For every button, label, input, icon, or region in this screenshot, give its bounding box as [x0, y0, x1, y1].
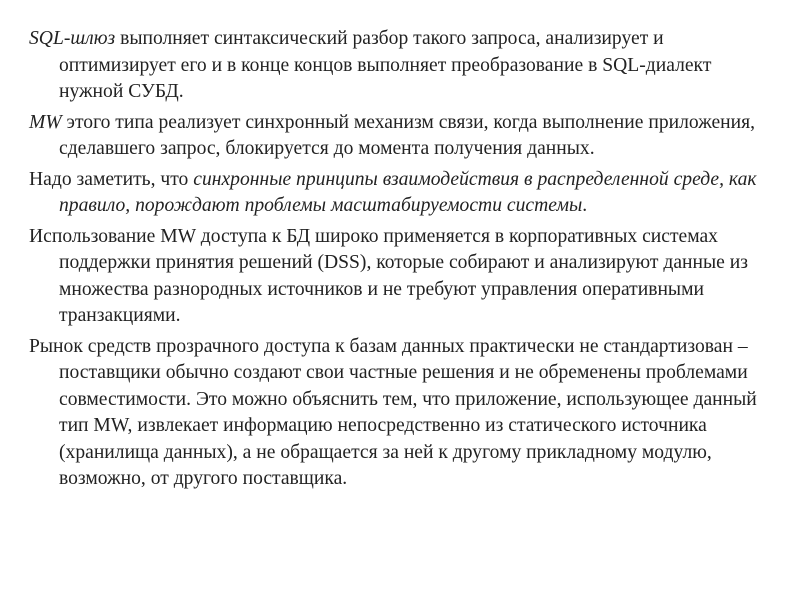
italic-emphasis-scalability: синхронные принципы взаимодействия в распределенной среде, как правило, порождают проблемы масштабируемости системы	[59, 168, 757, 216]
text-body	[29, 26, 774, 497]
paragraph-text: этого типа реализует синхронный механизм связи, когда выполнение приложения, сделавшего запрос, блокируется до момента получения данных.	[59, 111, 756, 159]
paragraph-mw-sync	[29, 110, 774, 163]
paragraph-text: Использование MW доступа к БД широко применяется в корпоративных системах поддержки принятия решений (DSS), которые собирают и анализируют данные из множества разнородных источников и не требуют управления оперативными транзакциями.	[29, 225, 748, 326]
paragraph-text: Рынок средств прозрачного доступа к базам данных практически не стандартизован – поставщики обычно создают свои частные решения и не обременены проблемами совместимости. Это можно объяснить тем, что приложение, использующее данный тип MW, извлекает информацию непосредственно из статического источника (хранилища данных), а не обращается за ней к другому прикладному модулю, возможно, от другого поставщика.	[29, 335, 757, 489]
italic-term-mw: MW	[29, 111, 62, 133]
paragraph-dss-usage	[29, 224, 774, 330]
paragraph-text: выполняет синтаксический разбор такого запроса, анализирует и оптимизирует его и в конце концов выполняет преобразование в SQL-диалект нужной СУБД.	[59, 28, 712, 102]
paragraph-scalability	[29, 167, 774, 220]
paragraph-text: Надо заметить, что	[29, 168, 194, 190]
paragraph-market	[29, 334, 774, 493]
italic-term-sql-gateway: SQL-шлюз	[29, 28, 116, 49]
paragraph-text: .	[582, 195, 588, 216]
paragraph-sql-gateway	[29, 26, 774, 106]
